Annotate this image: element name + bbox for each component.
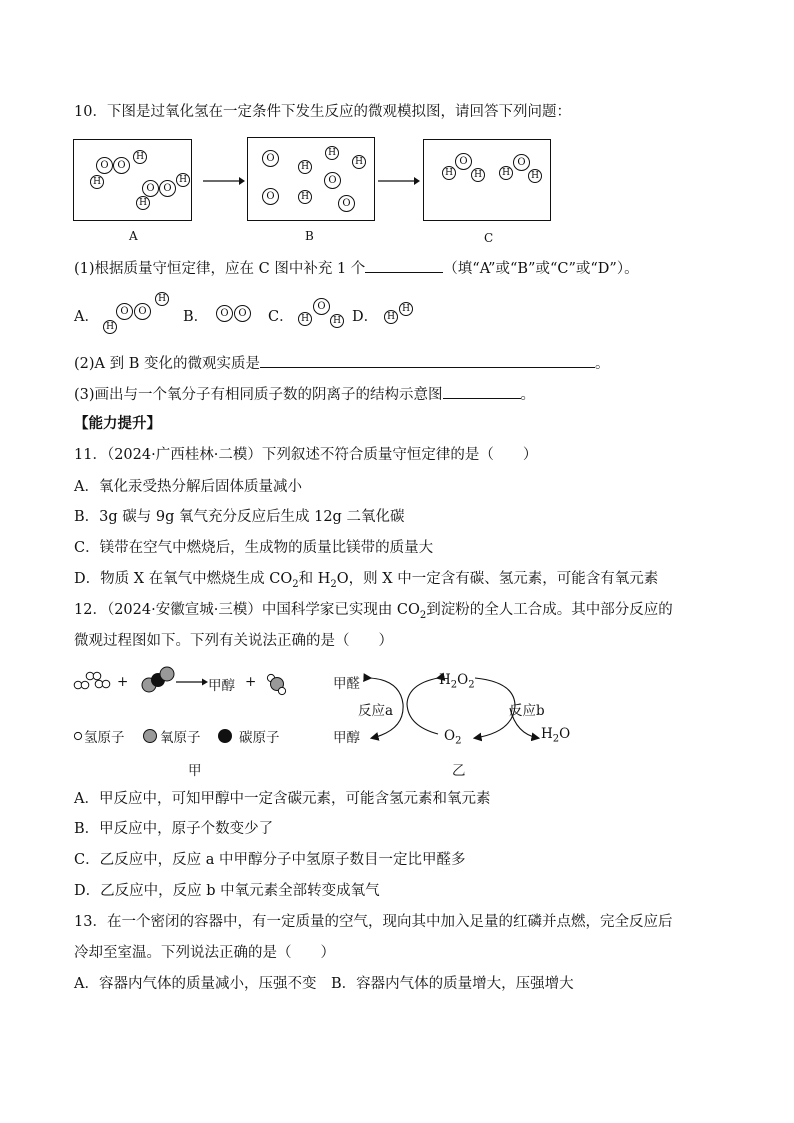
q11-stem: 11．（2024·广西桂林·二模）下列叙述不符合质量守恒定律的是（ ）	[74, 447, 538, 463]
h2o2-label	[439, 672, 475, 691]
q12-option-a: A．甲反应中，可知甲醇中一定含碳元素，可能含氢元素和氧元素	[74, 791, 491, 807]
hydrogen-atom-icon: H	[133, 150, 147, 164]
oxygen-atom-icon: O	[116, 303, 133, 320]
h2o-text: H	[541, 726, 553, 742]
option-b-label: B．	[183, 309, 209, 325]
hydrogen-atom-icon: H	[298, 160, 312, 174]
oxygen-atom-icon: O	[142, 180, 159, 197]
oxygen-atom-icon: O	[234, 305, 251, 322]
methanol-label: 甲醇	[208, 678, 235, 694]
o2-text: O	[444, 728, 456, 744]
legend-oxygen: 氧原子	[160, 730, 201, 746]
hydrogen-atom-icon: H	[399, 302, 413, 316]
subscript: 2	[292, 578, 299, 590]
q10-sub2-tail: 。	[595, 356, 610, 372]
h2o-label	[541, 726, 570, 745]
oxygen-atom-icon: O	[313, 298, 330, 315]
q13-stem-line1: 13．在一个密闭的容器中，有一定质量的空气，现向其中加入足量的红磷并点燃，完全反应后	[74, 914, 673, 930]
option-a-label: A．	[74, 309, 99, 325]
q10-sub1-text: (1)根据质量守恒定律，应在 C 图中补充 1 个	[74, 261, 366, 277]
diagram-yi-caption: 乙	[452, 763, 466, 779]
q12-option-b: B．甲反应中，原子个数变少了	[74, 821, 274, 837]
diagram-box-a	[73, 139, 192, 221]
q11-option-d-text: O，则 X 中一定含有碳、氢元素，可能含有氧元素	[336, 571, 659, 587]
oxygen-atom-icon: O	[159, 180, 176, 197]
section-heading: 【能力提升】	[74, 415, 161, 432]
reaction-a-label: 反应a	[358, 703, 394, 719]
hydrogen-atom-icon: H	[442, 166, 456, 180]
hydrogen-atom-icon: H	[352, 155, 366, 169]
oxygen-atom-icon: O	[134, 303, 151, 320]
diagram-jia-caption: 甲	[188, 763, 202, 779]
q12-stem-text: 12．（2024·安徽宣城·三模）中国科学家已实现由 CO	[74, 602, 420, 618]
hydrogen-atom-icon: H	[155, 292, 169, 306]
reaction-b-label: 反应b	[509, 703, 545, 719]
diagram-box-c	[423, 139, 551, 221]
plus-sign: +	[245, 674, 257, 690]
box-c-label: C	[484, 231, 494, 245]
h2o2-text: H	[439, 672, 451, 688]
q13-stem-line2: 冷却至室温。下列说法正确的是（ ）	[74, 945, 335, 961]
hydrogen-atom-icon: H	[298, 190, 312, 204]
q12-stem-line1	[74, 600, 673, 626]
o2-label	[444, 728, 461, 747]
oxygen-atom-icon: O	[324, 172, 341, 189]
h2o2-text: O	[457, 672, 469, 688]
option-d-label: D．	[352, 309, 379, 325]
methanol-cycle-label: 甲醇	[333, 730, 360, 746]
option-c-label: C．	[268, 309, 294, 325]
subscript: 2	[552, 733, 560, 745]
arrow-icon	[176, 677, 208, 687]
q12-option-d: D．乙反应中，反应 b 中氧元素全部转变成氧气	[74, 883, 380, 899]
hydrogen-atom-icon: H	[103, 320, 117, 334]
hydrogen-atom-icon: H	[528, 169, 542, 183]
subscript: 2	[455, 735, 462, 747]
q10-stem: 10．下图是过氧化氢在一定条件下发生反应的微观模拟图，请回答下列问题：	[74, 104, 571, 120]
arrow-icon	[203, 175, 245, 187]
hydrogen-atom-icon: H	[298, 312, 312, 326]
hydrogen-atom-icon: H	[325, 146, 339, 160]
box-b-label: B	[305, 229, 314, 243]
legend-hydrogen: 氢原子	[84, 730, 125, 746]
q10-sub2	[74, 353, 610, 374]
q10-sub3	[74, 384, 535, 405]
carbon-atom-legend-icon	[217, 728, 233, 744]
q11-option-a: A．氧化汞受热分解后固体质量减小	[74, 479, 302, 495]
oxygen-atom-icon: O	[113, 157, 130, 174]
subscript: 2	[330, 578, 337, 590]
arrow-icon	[378, 175, 420, 187]
q12-stem-text: 到淀粉的全人工合成。其中部分反应的	[426, 602, 673, 618]
subscript: 2	[468, 679, 475, 691]
q10-sub3-tail: 。	[520, 387, 536, 403]
water-molecule-icon	[264, 670, 290, 696]
q11-option-d-text: D．物质 X 在氧气中燃烧生成 CO	[74, 571, 293, 587]
oxygen-atom-legend-icon	[142, 728, 158, 744]
hydrogen-atom-icon: H	[330, 314, 344, 328]
hydrogen-atom-legend-icon	[72, 730, 84, 742]
answer-blank[interactable]	[260, 353, 595, 368]
plus-sign: +	[117, 674, 129, 690]
q11-option-b: B．3g 碳与 9g 氧气充分反应后生成 12g 二氧化碳	[74, 509, 405, 525]
q11-option-d-text: 和 H	[298, 571, 331, 587]
q10-sub3-text: (3)画出与一个氧分子有相同质子数的阴离子的结构示意图	[74, 387, 443, 403]
hydrogen-atom-icon: H	[136, 196, 150, 210]
methanal-label: 甲醛	[333, 676, 360, 692]
hydrogen-atom-icon: H	[384, 310, 398, 324]
q10-sub1-tail: （填“A”或“B”或“C”或“D”）。	[443, 261, 639, 277]
hydrogen-atom-icon: H	[499, 166, 513, 180]
oxygen-atom-icon: O	[513, 154, 530, 171]
q10-sub1	[74, 258, 639, 279]
q13-options-ab: A．容器内气体的质量减小，压强不变 B．容器内气体的质量增大，压强增大	[74, 976, 574, 992]
oxygen-atom-icon: O	[455, 153, 472, 170]
oxygen-atom-icon: O	[262, 188, 279, 205]
subscript: 2	[419, 609, 427, 621]
co2-molecule-icon	[140, 664, 180, 694]
legend-carbon: 碳原子	[239, 730, 280, 746]
oxygen-atom-icon: O	[262, 150, 279, 167]
oxygen-atom-icon: O	[216, 305, 233, 322]
hydrogen-atom-icon: H	[176, 173, 190, 187]
q11-option-d	[74, 569, 658, 595]
oxygen-atom-icon: O	[338, 195, 355, 212]
hydrogen-atom-icon: H	[471, 168, 485, 182]
subscript: 2	[450, 679, 458, 691]
h2o-text: O	[559, 726, 571, 742]
hydrogen-atom-icon: H	[90, 175, 104, 189]
answer-blank[interactable]	[365, 258, 443, 273]
box-a-label: A	[129, 229, 138, 243]
diagram-box-b	[247, 137, 375, 221]
q12-stem-line2: 微观过程图如下。下列有关说法正确的是（ ）	[74, 633, 393, 649]
hydrogen-molecules-icon	[72, 664, 112, 694]
answer-blank[interactable]	[443, 384, 521, 399]
oxygen-atom-icon: O	[96, 157, 113, 174]
q10-sub2-text: (2)A 到 B 变化的微观实质是	[74, 356, 260, 372]
q12-option-c: C．乙反应中，反应 a 中甲醇分子中氢原子数目一定比甲醛多	[74, 852, 466, 868]
q11-option-c: C．镁带在空气中燃烧后，生成物的质量比镁带的质量大	[74, 540, 434, 556]
